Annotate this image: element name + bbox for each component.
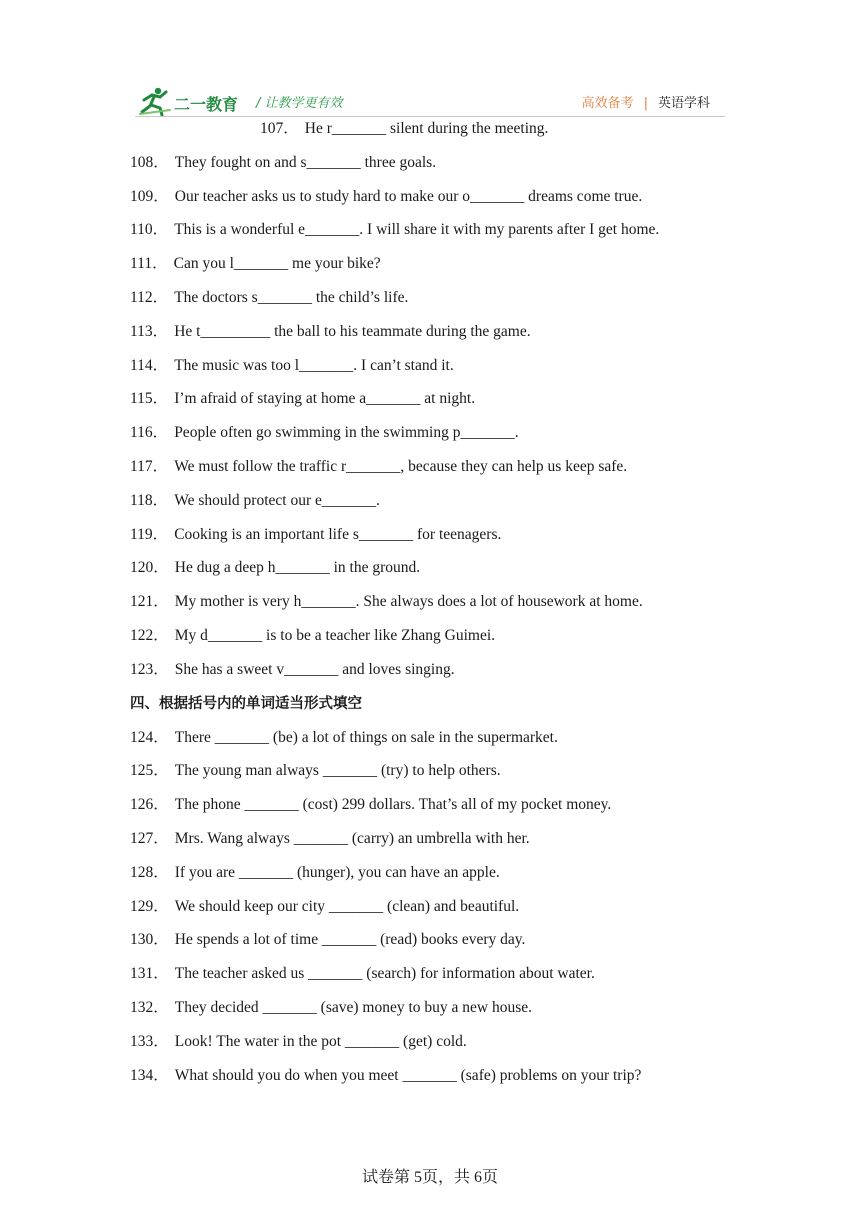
question-text: I’m afraid of staying at home a_______ at night. [174,390,476,407]
question-text: The young man always _______ (try) to help others. [174,762,501,779]
question-text: He spends a lot of time _______ (read) books every day. [174,931,526,948]
question-text: The phone _______ (cost) 299 dollars. That’s all of my pocket money. [174,796,612,813]
question-text: Our teacher asks us to study hard to make our o_______ dreams come true. [174,188,643,205]
question-item [130,626,495,646]
question-number: 126． [130,796,169,813]
question-number: 113． [130,323,169,340]
logo-text: 二一教育 [174,95,239,114]
question-item [130,491,380,511]
question-item [130,761,501,781]
question-text: If you are _______ (hunger), you can have an apple. [174,864,500,881]
question-number: 133． [130,1033,169,1050]
question-item [130,998,532,1018]
question-item [130,187,642,207]
question-text: Look! The water in the pot _______ (get) cold. [174,1033,467,1050]
question-text: This is a wonderful e_______. I will share it with my parents after I get home. [174,221,660,238]
question-text: He t_________ the ball to his teammate during the game. [174,323,531,340]
question-item [130,1066,641,1086]
question-text: My mother is very h_______. She always does a lot of housework at home. [174,593,643,610]
question-item [130,423,519,443]
question-number: 128． [130,864,169,881]
subject-tags [582,92,710,111]
question-item [130,863,500,883]
logo [138,84,244,118]
question-number: 108． [130,154,169,171]
question-text: What should you do when you meet _______ (safe) problems on your trip? [174,1067,642,1084]
question-item [130,389,475,409]
question-text: She has a sweet v_______ and loves singing. [174,661,455,678]
tag-exam-prep: 高效备考 [581,96,634,111]
question-text: He r_______ silent during the meeting. [304,120,549,137]
question-item [130,1032,467,1052]
question-number: 127． [130,830,169,847]
question-number: 112． [130,289,169,306]
question-number: 132． [130,999,169,1016]
tag-separator: | [643,96,648,111]
question-item [260,119,548,139]
question-item [130,153,436,173]
question-item [130,525,501,545]
question-number: 125． [130,762,169,779]
question-number: 131． [130,965,169,982]
question-item [130,897,519,917]
question-text: He dug a deep h_______ in the ground. [174,559,421,576]
question-item [130,254,381,274]
question-item [130,728,558,748]
page-header [0,0,860,120]
question-number: 123． [130,661,169,678]
question-item [130,457,627,477]
question-text: There _______ (be) a lot of things on sale in the supermarket. [174,729,558,746]
runner-logo-icon [138,86,172,116]
question-item [130,220,659,240]
question-text: The music was too l_______. I can’t stand it. [174,357,454,374]
tag-subject: 英语学科 [657,96,710,111]
question-text: My d_______ is to be a teacher like Zhang Guimei. [174,627,496,644]
question-text: The doctors s_______ the child’s life. [174,289,409,306]
question-item [130,829,530,849]
question-number: 119． [130,526,169,543]
question-number: 107． [260,120,299,137]
question-text: Cooking is an important life s_______ for teenagers. [174,526,502,543]
question-text: Can you l_______ me your bike? [173,255,381,272]
question-number: 114． [130,357,169,374]
question-number: 109． [130,188,169,205]
question-text: We should protect our e_______. [174,492,380,509]
question-item [130,660,455,680]
question-item [130,356,454,376]
question-text: The teacher asked us _______ (search) for information about water. [174,965,595,982]
question-number: 116． [130,424,169,441]
question-text: Mrs. Wang always _______ (carry) an umbrella with her. [174,830,530,847]
header-divider [135,116,725,117]
question-text: They fought on and s_______ three goals. [174,154,437,171]
question-number: 124． [130,729,169,746]
page-footer: 试卷第 5页，共 6页 [361,1169,498,1186]
question-text: They decided _______ (save) money to buy a new house. [174,999,533,1016]
question-number: 122． [130,627,169,644]
question-number: 110． [130,221,169,238]
question-text: We should keep our city _______ (clean) and beautiful. [174,898,520,915]
question-item [130,795,611,815]
question-item [130,930,525,950]
question-text: We must follow the traffic r_______, because they can help us keep safe. [174,458,628,475]
question-number: 121． [130,593,169,610]
question-item [130,322,531,342]
question-text: People often go swimming in the swimming p_______. [174,424,519,441]
question-number: 118． [130,492,169,509]
question-item [130,964,595,984]
question-number: 117． [130,458,169,475]
question-item [130,592,643,612]
question-number: 134． [130,1067,169,1084]
question-item [130,558,420,578]
question-item [130,288,408,308]
slogan: / 让教学更有效 [256,96,343,111]
question-number: 130． [130,931,169,948]
question-number: 120． [130,559,169,576]
question-number: 129． [130,898,169,915]
question-number: 111． [130,255,168,272]
question-number: 115． [130,390,169,407]
section-title: 四、根据括号内的单词适当形式填空 [130,696,362,712]
